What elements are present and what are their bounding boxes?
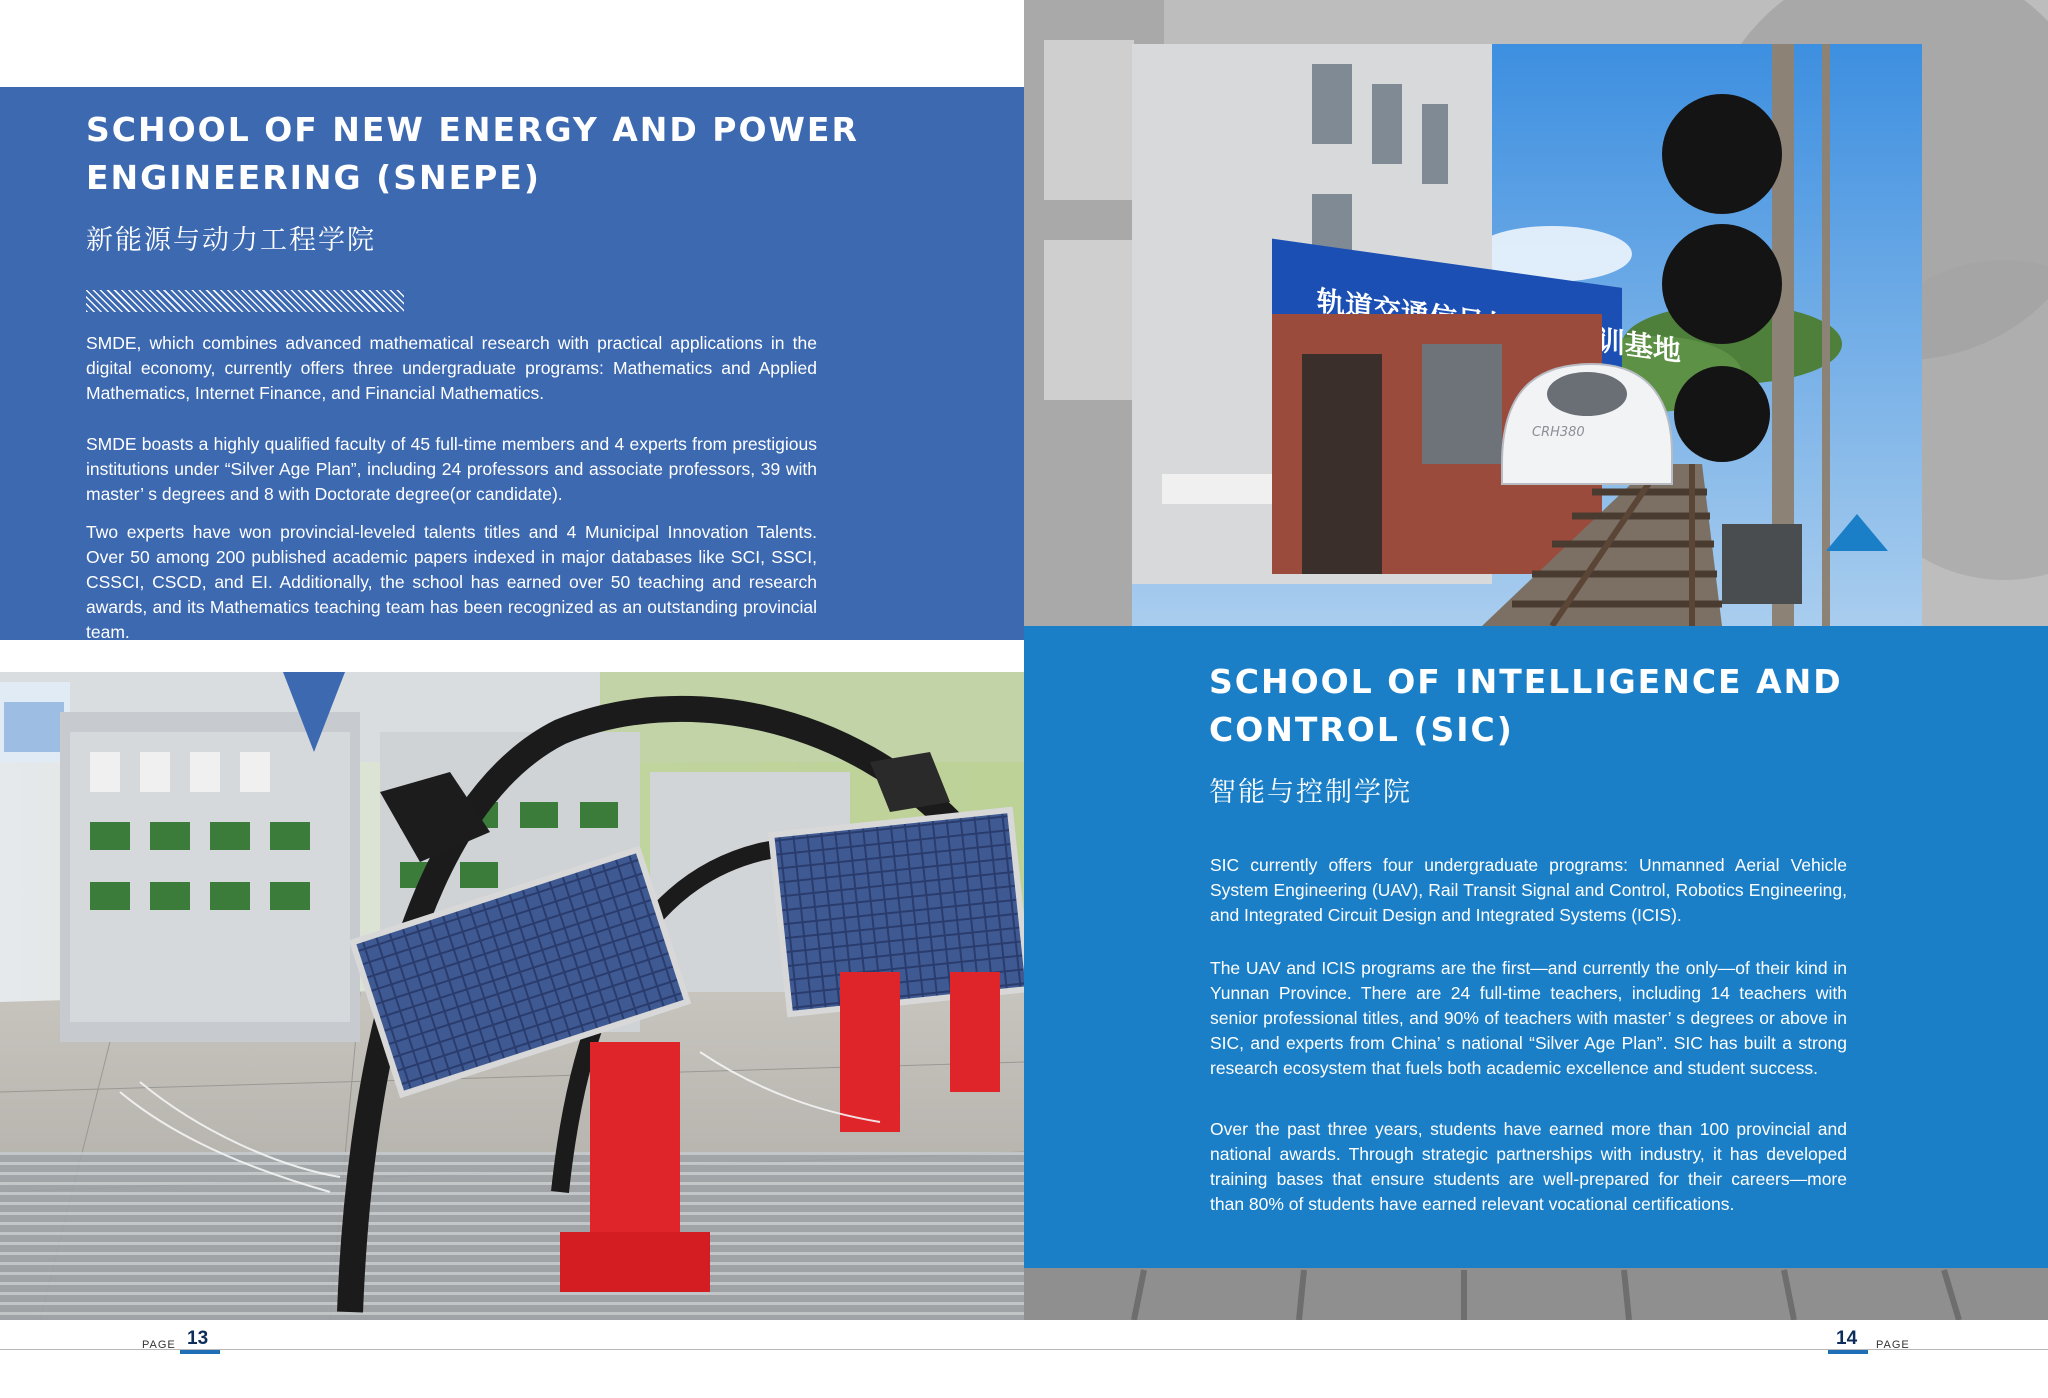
rail-training-photo — [1132, 44, 1922, 626]
solar-lab-photo — [0, 672, 1024, 1320]
left-page-accent — [180, 1350, 220, 1354]
left-body-text — [86, 331, 817, 645]
rail-illustration — [1132, 44, 1922, 626]
right-page-number: 14 — [1836, 1328, 1858, 1349]
left-paragraph-2: SMDE boasts a highly qualified faculty of 45 full-time members and 4 experts from prestigious institutions under “Silver Age Plan”, including 24 professors and associate professors, 39 with master’ s degrees and 8 with Doctorate degree(or candidate). — [86, 434, 817, 504]
right-page-label: PAGE — [1876, 1339, 1910, 1351]
left-paragraph-3: Two experts have won provincial-leveled talents titles and 4 Municipal Innovation Talents. Over 50 among 200 published academic papers indexed in major databases like SCI, SSCI, CSSCI, CSCD, and EI. Additionally, the school has earned over 50 teaching and research awards, and its Mathematics teaching team has been recognized as an outstanding provincial team. — [86, 522, 817, 642]
left-school-title-cn: 新能源与动力工程学院 — [86, 225, 376, 256]
right-school-title-cn: 智能与控制学院 — [1209, 777, 1412, 808]
left-school-title: SCHOOL OF NEW ENERGY AND POWER ENGINEERING (SNEPE) — [86, 110, 859, 197]
right-paragraph-3: Over the past three years, students have earned more than 100 provincial and national awards. Through strategic partnerships with industry, it has developed training bases that ensure students are well-prepared for their careers—more than 80% of students have earned relevant vocational certifications. — [1210, 1119, 1847, 1214]
right-school-title: SCHOOL OF INTELLIGENCE AND CONTROL (SIC) — [1209, 662, 1843, 749]
right-paragraph-2: The UAV and ICIS programs are the first—and currently the only—of their kind in Yunnan Province. There are 24 full-time teachers, including 14 teachers with senior professional titles, and 90% of teachers with master’ s degrees or above in SIC, and experts from China’ s national “Silver Age Plan”. SIC has built a strong research ecosystem that fuels both academic excellence and student success. — [1210, 958, 1847, 1078]
solar-lab-illustration — [0, 672, 1024, 1320]
right-page-accent — [1828, 1350, 1868, 1354]
hatched-divider — [86, 290, 404, 312]
left-page-label: PAGE — [142, 1339, 176, 1351]
right-body-text — [1210, 853, 1847, 1217]
left-page-number: 13 — [187, 1328, 209, 1349]
right-paragraph-1: SIC currently offers four undergraduate programs: Unmanned Aerial Vehicle System Engineering (UAV), Rail Transit Signal and Control, Robotics Engineering, and Integrated Circuit Design and Integrated Systems (ICIS). — [1210, 855, 1847, 925]
train-label-text: CRH380 — [1532, 425, 1585, 440]
left-paragraph-1: SMDE, which combines advanced mathematical research with practical applications in the digital economy, currently offers three undergraduate programs: Mathematics and Applied Mathematics, Internet Finance, and Financial Mathematics. — [86, 333, 817, 403]
